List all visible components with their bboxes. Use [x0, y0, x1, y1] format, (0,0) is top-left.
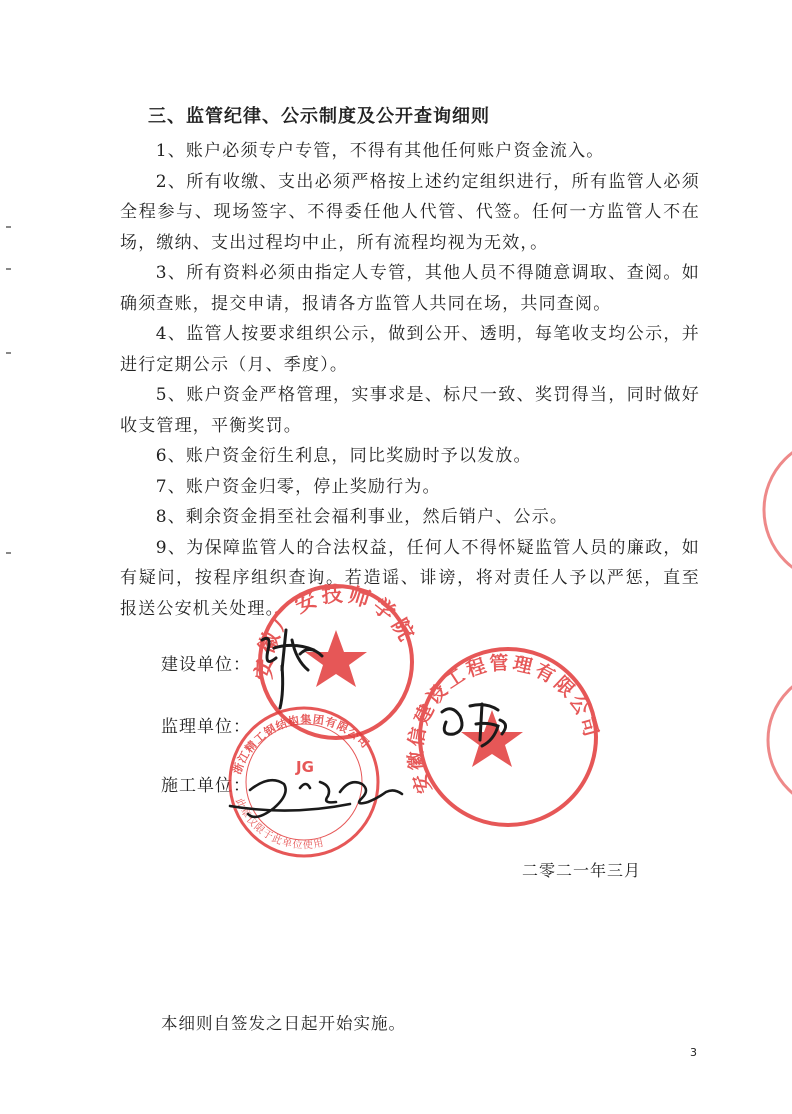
supervision-unit-label: 监理单位：: [161, 717, 251, 737]
seal-management-company-text: 安徽信建设工程管理有限公司: [404, 652, 603, 797]
seal-management-company: [404, 649, 603, 825]
margin-mark: [6, 226, 11, 228]
svg-text:此章仅限于此单位使用: [233, 796, 325, 851]
seal-star-icon: [461, 710, 523, 767]
rule-paragraph-2: 2、所有收缴、支出必须严格按上述约定组织进行，所有监管人必须全程参与、现场签字、不得委任他人代管、代签。任何一方监管人不在场，缴纳、支出过程均中止，所有流程均视为无效，。: [120, 171, 700, 253]
signature-contractor: [230, 780, 402, 817]
signature-construction: [262, 630, 322, 708]
contractor-unit-label: 施工单位：: [161, 776, 251, 796]
rule-paragraph-1: 1、账户必须专户专管，不得有其他任何账户资金流入。: [155, 141, 605, 161]
rule-paragraph-5: 5、账户资金严格管理，实事求是、标尺一致、奖罚得当，同时做好收支管理，平衡奖罚。: [120, 385, 700, 436]
seal-contractor-bottom-text: 此章仅限于此单位使用: [233, 796, 326, 852]
construction-unit-label: 建设单位：: [161, 655, 251, 675]
seal-contractor-top-text: 浙江精工钢结构集团有限公司: [230, 712, 373, 777]
seal-contractor: [229, 708, 378, 856]
seal-school-text: 安徽广安技师学院: [251, 581, 421, 681]
rule-paragraph-8: 8、剩余资金捐至社会福利事业，然后销户、公示。: [155, 507, 569, 527]
rule-paragraph-4: 4、监管人按要求组织公示，做到公开、透明，每笔收支均公示，并进行定期公示（月、季度）。: [120, 324, 700, 375]
rules-body: [120, 136, 700, 624]
margin-mark: [6, 268, 11, 270]
rule-paragraph-7: 7、账户资金归零，停止奖励行为。: [155, 476, 441, 497]
page-number: 3: [690, 1046, 697, 1059]
seal-contractor-logo: JG: [296, 758, 314, 776]
seal-star-icon: [305, 630, 367, 687]
rule-paragraph-6: 6、账户资金衍生利息，同比奖励时予以发放。: [155, 446, 532, 466]
signature-supervision: [442, 704, 506, 746]
document-date: 二零二一年三月: [522, 861, 642, 880]
rule-paragraph-9: 9、为保障监管人的合法权益，任何人不得怀疑监管人员的廉政，如有疑问，按程序组织查询。若造谣、诽谤，将对责任人予以严惩，直至报送公安机关处理。: [120, 537, 700, 619]
margin-mark: [6, 552, 11, 554]
margin-mark: [6, 352, 11, 354]
section-heading: 三、监管纪律、公示制度及公开查询细则: [148, 106, 490, 127]
seal-partial-right: [764, 438, 792, 810]
effective-note: 本细则自签发之日起开始实施。: [161, 1014, 406, 1033]
svg-text:安徽信建设工程管理有限公司: [404, 651, 603, 797]
rule-paragraph-3: 3、所有资料必须由指定人专管，其他人员不得随意调取、查阅。如确须查账，提交申请，报请各方监管人共同在场，共同查阅。: [120, 263, 700, 314]
